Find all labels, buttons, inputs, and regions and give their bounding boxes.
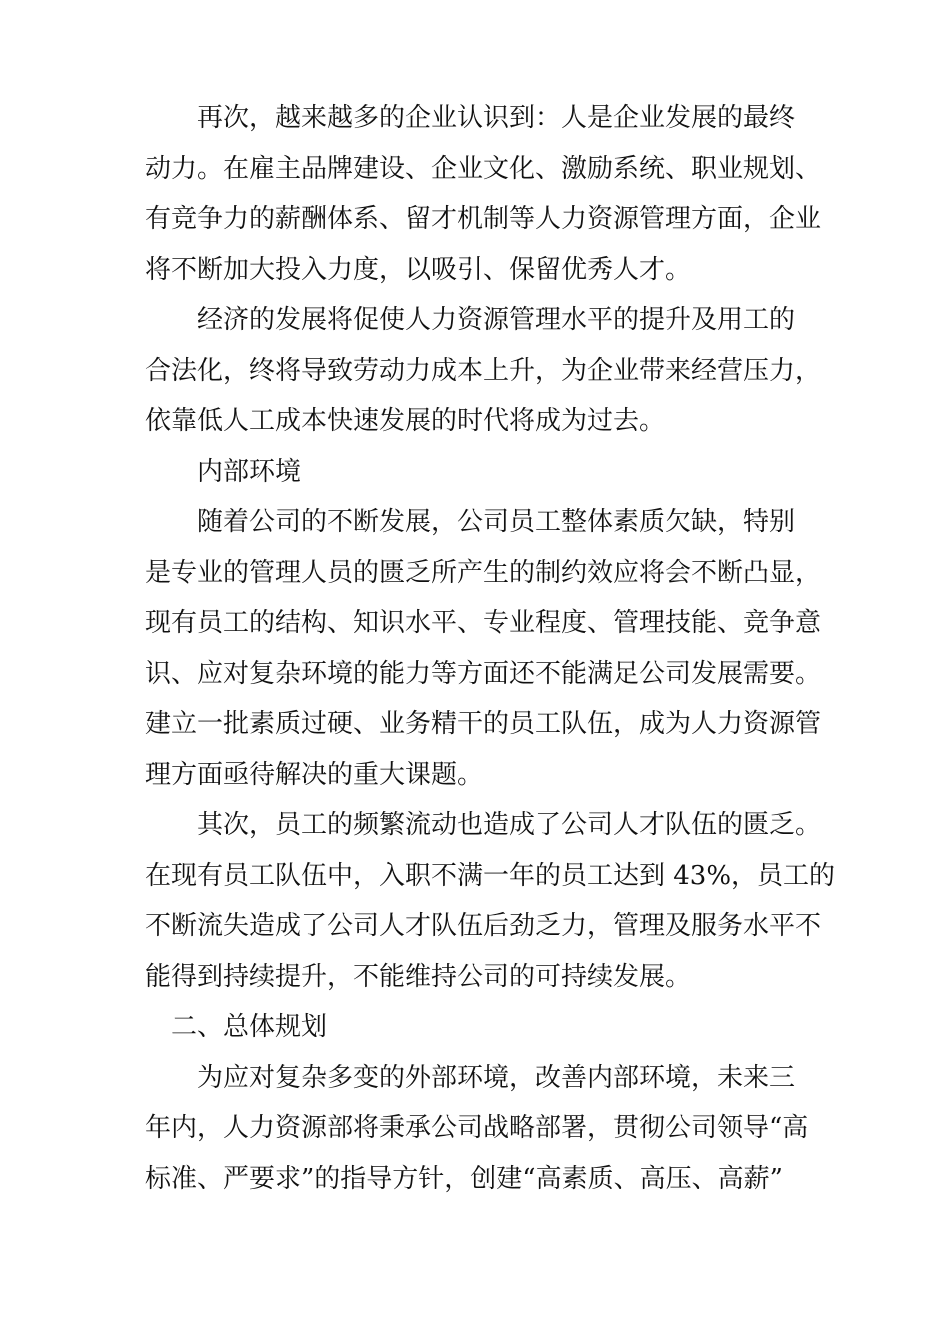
- text-line: 为应对复杂多变的外部环境，改善内部环境，未来三: [145, 1063, 796, 1093]
- text-line: 有竞争力的薪酬体系、留才机制等人力资源管理方面，企业: [145, 204, 822, 234]
- text-line: 年内，人力资源部将秉承公司战略部署，贯彻公司领导“高: [145, 1113, 809, 1143]
- text-line: 再次，越来越多的企业认识到：人是企业发展的最终: [145, 103, 796, 133]
- text-line: 在现有员工队伍中，入职不满一年的员工达到 43%，员工的: [145, 861, 836, 891]
- text-line: 标准、严要求”的指导方针，创建“高素质、高压、高薪”: [145, 1164, 783, 1194]
- text-line: 理方面亟待解决的重大课题。: [145, 760, 484, 790]
- text-line: 动力。在雇主品牌建设、企业文化、激励系统、职业规划、: [145, 154, 822, 184]
- text-line: 其次，员工的频繁流动也造成了公司人才队伍的匮乏。: [145, 810, 822, 840]
- text-line: 经济的发展将促使人力资源管理水平的提升及用工的: [145, 305, 796, 335]
- text-line: 能得到持续提升，不能维持公司的可持续发展。: [145, 962, 692, 992]
- text-line: 建立一批素质过硬、业务精干的员工队伍，成为人力资源管: [145, 709, 822, 739]
- text-line: 是专业的管理人员的匮乏所产生的制约效应将会不断凸显，: [145, 558, 822, 588]
- text-line: 不断流失造成了公司人才队伍后劲乏力，管理及服务水平不: [145, 911, 822, 941]
- section-heading: 内部环境: [145, 457, 302, 487]
- text-line: 依靠低人工成本快速发展的时代将成为过去。: [145, 406, 666, 436]
- text-line: 合法化，终将导致劳动力成本上升，为企业带来经营压力，: [145, 356, 822, 386]
- section-heading: 二、总体规划: [145, 1012, 328, 1042]
- text-line: 识、应对复杂环境的能力等方面还不能满足公司发展需要。: [145, 659, 822, 689]
- text-line: 将不断加大投入力度，以吸引、保留优秀人才。: [145, 255, 692, 285]
- text-line: 现有员工的结构、知识水平、专业程度、管理技能、竞争意: [145, 608, 822, 638]
- text-line: 随着公司的不断发展，公司员工整体素质欠缺，特别: [145, 507, 796, 537]
